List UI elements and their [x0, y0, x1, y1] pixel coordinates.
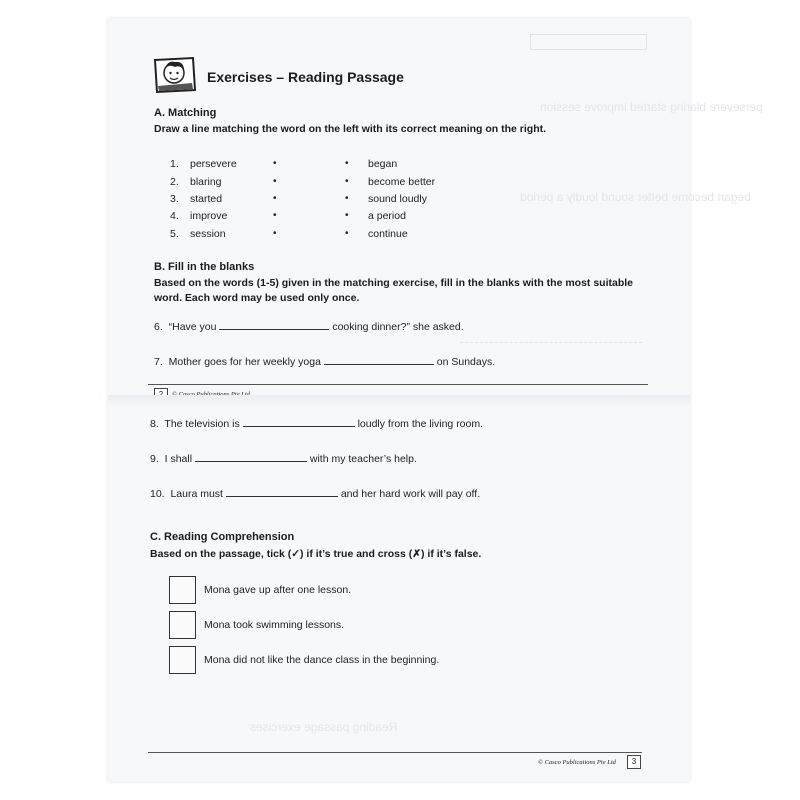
- statement-text: Mona gave up after one lesson.: [204, 584, 352, 596]
- item-number: 6.: [154, 321, 163, 333]
- tick-cross-box[interactable]: [169, 646, 196, 674]
- bleed-through-header: [530, 34, 647, 50]
- item-text-after: cooking dinner?” she asked.: [332, 321, 464, 333]
- matching-meaning: become better: [368, 176, 436, 188]
- fill-blank-item: [150, 417, 483, 430]
- matching-word: session: [190, 228, 226, 240]
- section-a-heading: A. Matching: [154, 107, 217, 119]
- item-text-before: I shall: [164, 453, 193, 465]
- statement-text: Mona did not like the dance class in the beginning.: [204, 654, 440, 666]
- right-match-dot[interactable]: •: [345, 193, 349, 204]
- section-c-heading: C. Reading Comprehension: [150, 531, 295, 543]
- item-number: 7.: [154, 356, 163, 368]
- instruction-line: word. Each word may be used only once.: [154, 292, 360, 304]
- left-match-dot[interactable]: •: [273, 176, 277, 187]
- word-number: 5.: [170, 228, 179, 240]
- matching-word: started: [190, 193, 223, 205]
- fill-blank-item: [154, 355, 495, 368]
- bleed-through-text: Reading passage exercises: [250, 720, 398, 734]
- item-number: 9.: [150, 453, 159, 465]
- tick-cross-box[interactable]: [169, 576, 196, 604]
- item-text-after: loudly from the living room.: [357, 418, 484, 430]
- instruction-line: Based on the words (1-5) given in the matching exercise, fill in the blanks with the most suitable: [154, 277, 634, 289]
- item-text-before: Mother goes for her weekly yoga: [168, 356, 321, 368]
- page-title: Exercises – Reading Passage: [207, 69, 404, 85]
- page-fold: [108, 395, 690, 407]
- left-match-dot[interactable]: •: [273, 193, 277, 204]
- page-footer-rule: [148, 384, 648, 385]
- section-a-instruction: Draw a line matching the word on the left with its correct meaning on the right.: [154, 123, 547, 135]
- left-match-dot[interactable]: •: [273, 210, 277, 221]
- item-number: 10.: [150, 488, 165, 500]
- bleed-through-text: began become better sound loudly a period: [520, 190, 751, 204]
- item-number: 8.: [150, 418, 159, 430]
- item-text-before: Laura must: [170, 488, 223, 500]
- bleed-through-text: persevere blaring started improve session: [540, 100, 763, 114]
- matching-meaning: began: [368, 158, 398, 170]
- word-number: 4.: [170, 210, 179, 222]
- answer-blank[interactable]: [243, 417, 355, 427]
- tick-cross-box[interactable]: [169, 611, 196, 639]
- matching-meaning: a period: [368, 210, 406, 222]
- item-text-after: with my teacher’s help.: [309, 453, 417, 465]
- right-match-dot[interactable]: •: [345, 176, 349, 187]
- item-text-after: on Sundays.: [436, 356, 496, 368]
- section-b-instruction: [154, 276, 633, 306]
- answer-blank[interactable]: [195, 452, 307, 462]
- word-number: 1.: [170, 158, 179, 170]
- left-match-dot[interactable]: •: [273, 158, 277, 169]
- fill-blank-item: [154, 320, 464, 333]
- right-match-dot[interactable]: •: [345, 158, 349, 169]
- right-match-dot[interactable]: •: [345, 210, 349, 221]
- item-text-after: and her hard work will pay off.: [340, 488, 481, 500]
- answer-blank[interactable]: [226, 487, 338, 497]
- right-match-dot[interactable]: •: [345, 228, 349, 239]
- fill-blank-item: [150, 487, 480, 500]
- left-match-dot[interactable]: •: [273, 228, 277, 239]
- matching-word: blaring: [190, 176, 222, 188]
- word-number: 2.: [170, 176, 179, 188]
- page-footer-rule: [148, 752, 642, 753]
- student-reading-logo-icon: [153, 56, 197, 94]
- answer-blank[interactable]: [219, 320, 329, 330]
- matching-meaning: continue: [368, 228, 408, 240]
- word-number: 3.: [170, 193, 179, 205]
- item-text-before: “Have you: [168, 321, 217, 333]
- item-text-before: The television is: [164, 418, 240, 430]
- answer-blank[interactable]: [324, 355, 434, 365]
- matching-word: improve: [190, 210, 228, 222]
- page-number-right: 3: [627, 755, 641, 769]
- matching-word: persevere: [190, 158, 237, 170]
- matching-meaning: sound loudly: [368, 193, 427, 205]
- section-c-instruction: Based on the passage, tick (✓) if it’s true and cross (✗) if it’s false.: [150, 548, 482, 560]
- publisher-credit-right: © Casco Publications Pte Ltd: [538, 759, 616, 766]
- statement-text: Mona took swimming lessons.: [204, 619, 345, 631]
- bleed-through-line: [460, 342, 642, 343]
- fill-blank-item: [150, 452, 417, 465]
- section-b-heading: B. Fill in the blanks: [154, 261, 255, 273]
